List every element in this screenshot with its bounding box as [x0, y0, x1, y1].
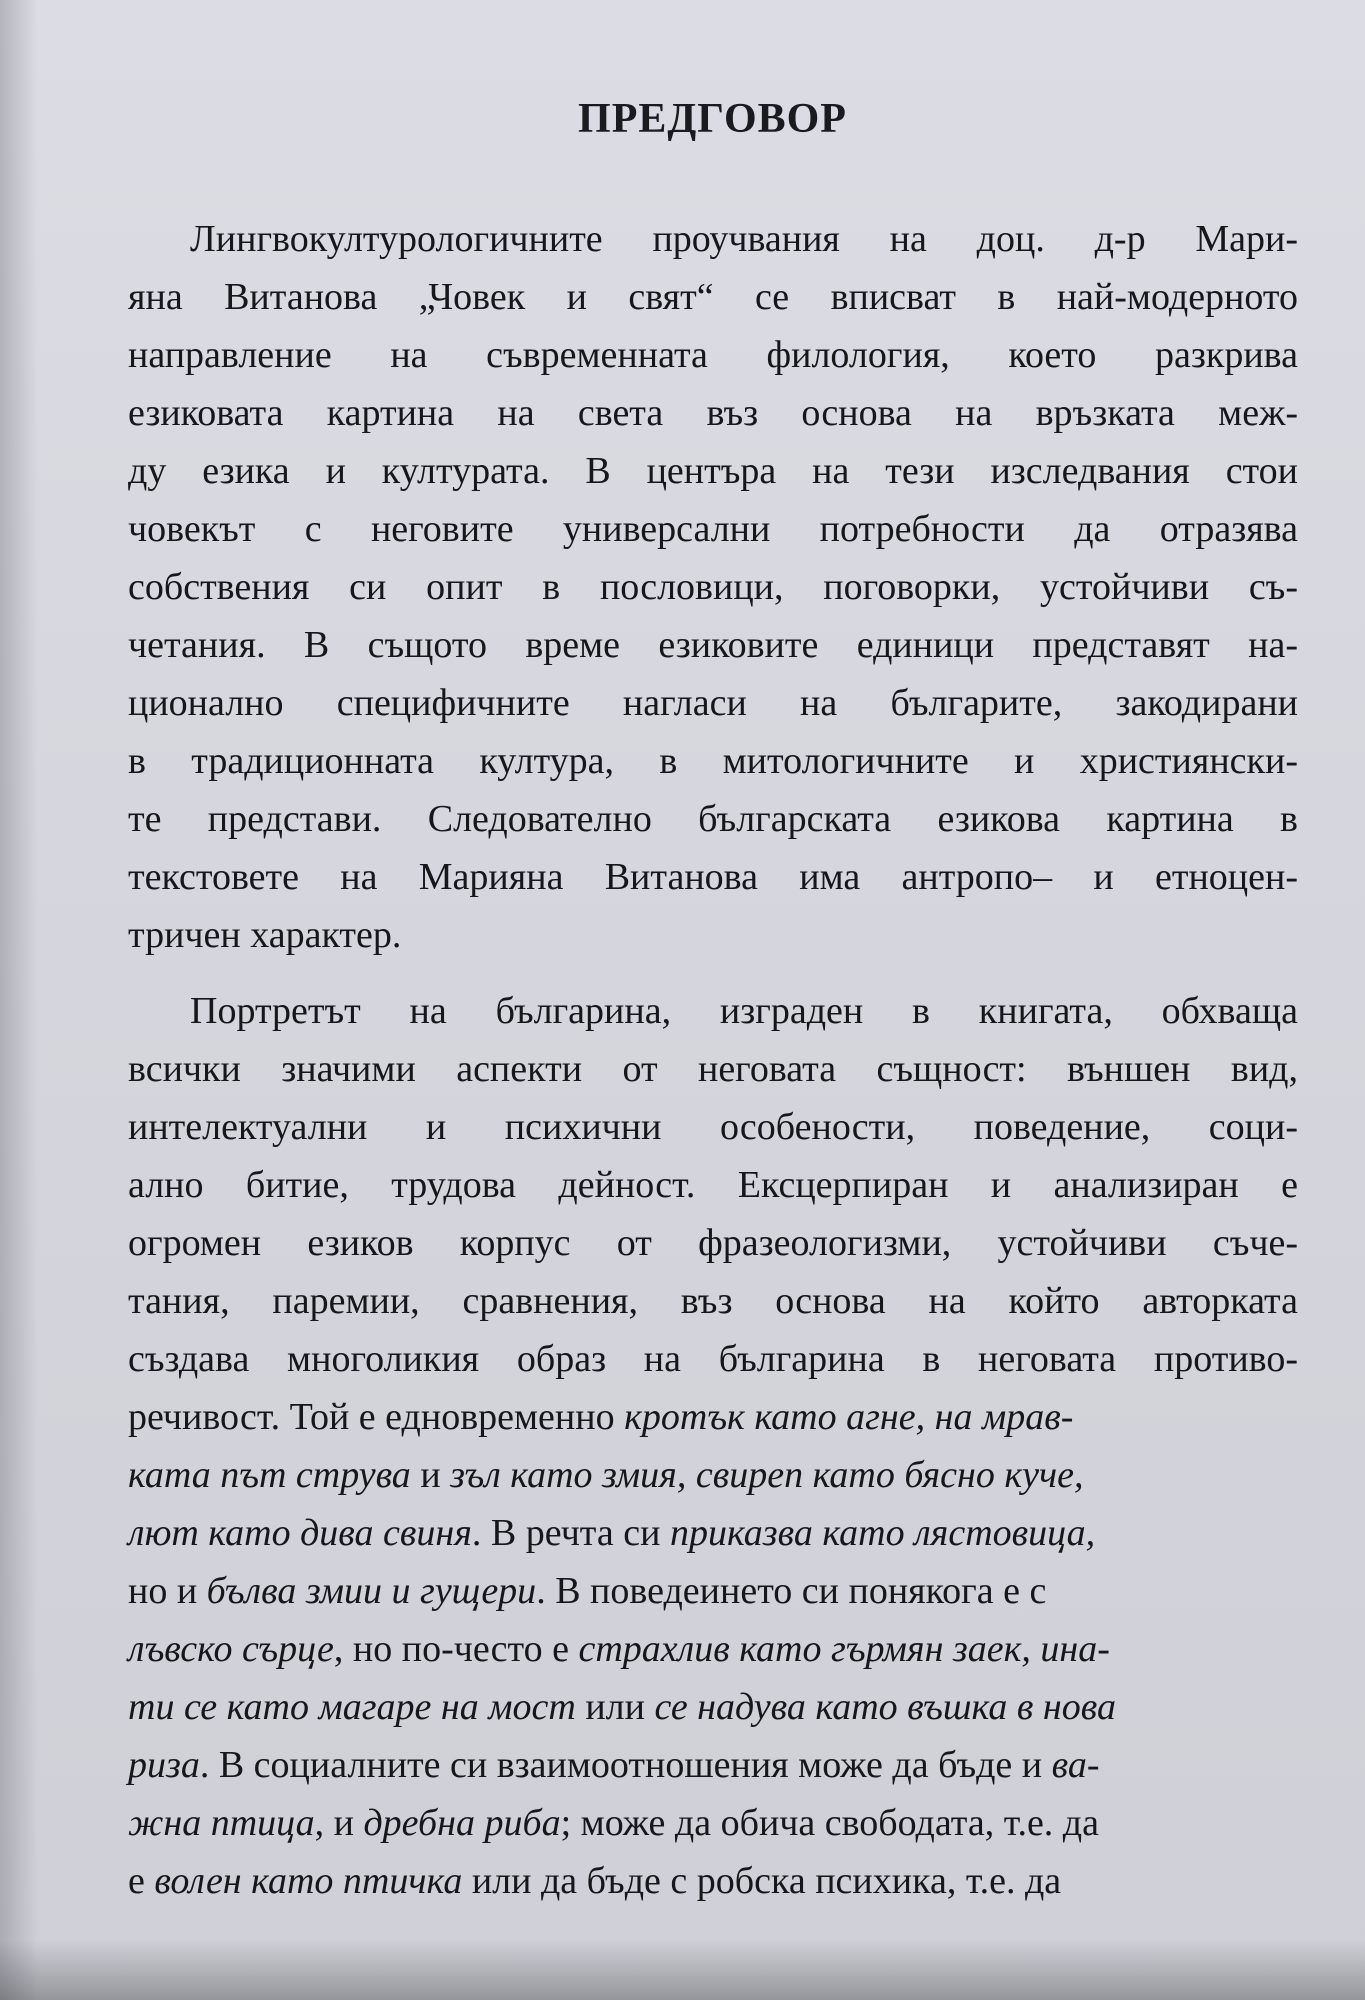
italic-phrase: волен като птичка	[154, 1860, 463, 1902]
text-line	[128, 1620, 1298, 1678]
italic-phrase: риза	[128, 1744, 200, 1786]
text-line: всички значими аспекти от неговата същност: външен вид,	[128, 1048, 1298, 1090]
text-line: езиковата картина на света въз основа на връзката меж-	[128, 392, 1298, 434]
text-line: Лингвокултурологичните проучвания на доц. д-р Мари-	[190, 218, 1298, 260]
italic-phrase: лъвско сърце	[128, 1628, 334, 1670]
text-line: Портретът на българина, изграден в книгата, обхваща	[190, 990, 1298, 1032]
text-line: тричен характер.	[128, 914, 402, 956]
italic-phrase: приказва като лястовица,	[669, 1512, 1096, 1554]
italic-phrase: зъл като змия, свиреп като бясно куче,	[450, 1454, 1084, 1496]
text-line: те представи. Следователно българската езикова картина в	[128, 798, 1298, 840]
text-line	[128, 1388, 1298, 1446]
italic-phrase: лют като дива свиня	[128, 1512, 472, 1554]
text-span: или да бъде с робска психика, т.е. да	[462, 1860, 1062, 1902]
text-span: , но по-често е	[333, 1628, 579, 1670]
text-span: . В поведеинето си понякога е с	[536, 1570, 1047, 1612]
text-line: интелектуални и психични особености, поведение, соци-	[128, 1106, 1298, 1148]
text-span: или	[575, 1686, 655, 1728]
text-line: собствения си опит в пословици, поговорки, устойчиви съ-	[128, 566, 1298, 608]
italic-phrase: жна птица	[128, 1802, 315, 1844]
italic-phrase: кротък като агне, на мрав-	[624, 1396, 1074, 1438]
text-line	[128, 1736, 1298, 1794]
italic-phrase: ката път струва	[128, 1454, 411, 1496]
text-span: , и	[314, 1802, 364, 1844]
italic-phrase: се надува като въшка в нова	[654, 1686, 1116, 1728]
italic-phrase: ти се като магаре на мост	[128, 1686, 576, 1728]
text-line: създава многоликия образ на българина в неговата противо-	[128, 1338, 1298, 1380]
text-span: ; може да обича свободата, т.е. да	[560, 1802, 1100, 1844]
text-line	[128, 1794, 1298, 1852]
italic-phrase: страхлив като гърмян заек, ина-	[578, 1628, 1110, 1670]
body-text	[128, 210, 1298, 1910]
text-line: огромен езиков корпус от фразеологизми, устойчиви съче-	[128, 1222, 1298, 1264]
text-line: ционално специфичните нагласи на българите, закодирани	[128, 682, 1298, 724]
text-line	[128, 1562, 1298, 1620]
text-line	[128, 1446, 1298, 1504]
text-line: четания. В същото време езиковите единици представят на-	[128, 624, 1298, 666]
text-line: ално битие, трудова дейност. Ексцерпиран и анализиран е	[128, 1164, 1298, 1206]
text-span: . В речта си	[471, 1512, 670, 1554]
text-line: тания, паремии, сравнения, въз основа на който авторката	[128, 1280, 1298, 1322]
text-span: и	[410, 1454, 451, 1496]
text-line	[128, 1504, 1298, 1562]
text-span: е	[128, 1860, 155, 1902]
text-span: . В социалните си взаимоотношения може да бъде и	[199, 1744, 1052, 1786]
text-line: текстовете на Марияна Витанова има антропо– и етноцен-	[128, 856, 1298, 898]
text-line	[128, 1678, 1298, 1736]
italic-phrase: дребна риба	[363, 1802, 561, 1844]
text-line: в традиционната култура, в митологичните и християнски-	[128, 740, 1298, 782]
page-title: ПРЕДГОВОР	[578, 96, 847, 142]
text-line: направление на съвременната филология, което разкрива	[128, 334, 1298, 376]
text-line: яна Витанова „Човек и свят“ се вписват в най-модерното	[128, 276, 1298, 318]
italic-phrase: бълва змии и гущери	[206, 1570, 537, 1612]
text-line: човекът с неговите универсални потребности да отразява	[128, 508, 1298, 550]
text-span: речивост. Той е едновременно	[128, 1396, 625, 1438]
text-span: но и	[128, 1570, 207, 1612]
text-line	[128, 1852, 1298, 1910]
text-line: ду езика и културата. В центъра на тези изследвания стои	[128, 450, 1298, 492]
italic-phrase: ва-	[1051, 1744, 1100, 1786]
